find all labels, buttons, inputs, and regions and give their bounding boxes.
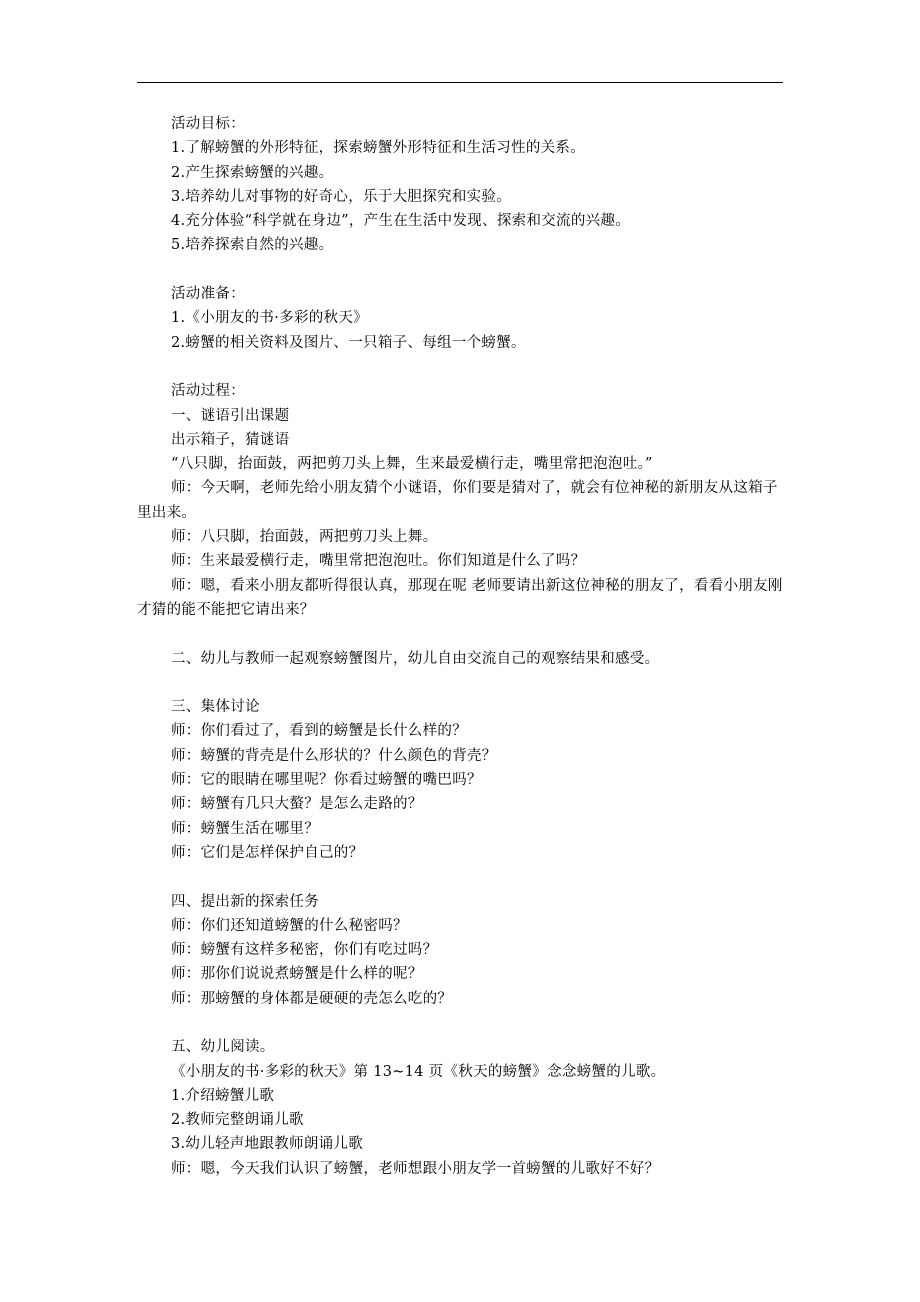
document-body (137, 112, 783, 1181)
teacher-line: 师：你们还知道螃蟹的什么秘密吗？ (171, 917, 408, 934)
section-heading-preparation: 活动准备： (171, 286, 245, 303)
header-rule (137, 82, 783, 83)
goal-item: 3.培养幼儿对事物的好奇心，乐于大胆探究和实验。 (171, 188, 512, 205)
process-line: 出示箱子，猜谜语 (171, 431, 290, 448)
teacher-line: 师：螃蟹有几只大螯？是怎么走路的？ (171, 796, 423, 813)
paragraph-gap (137, 865, 783, 889)
reading-item: 2.教师完整朗诵儿歌 (171, 1112, 304, 1129)
reading-item: 3.幼儿轻声地跟教师朗诵儿歌 (171, 1136, 364, 1153)
paragraph-gap (137, 355, 783, 379)
section-heading-discussion: 三、集体讨论 (171, 699, 260, 716)
teacher-line: 师：今天啊，老师先给小朋友猜个小谜语，你们要是猜对了，就会有位神秘的新朋友从这箱子里出来。 (137, 480, 778, 521)
teacher-line: 师：生来最爱横行走，嘴里常把泡泡吐。你们知道是什么了吗？ (171, 553, 586, 570)
reading-line: 《小朋友的书·多彩的秋天》第 13~14 页《秋天的螃蟹》念念螃蟹的儿歌。 (171, 1063, 666, 1080)
teacher-line: 师：它们是怎样保护自己的？ (171, 844, 364, 861)
goal-item: 5.培养探索自然的兴趣。 (171, 237, 334, 254)
section-heading-new-task: 四、提出新的探索任务 (171, 893, 319, 910)
teacher-line: 师：螃蟹生活在哪里？ (171, 820, 319, 837)
goal-item: 2.产生探索螃蟹的兴趣。 (171, 164, 334, 181)
goal-item: 4.充分体验“科学就在身边”，产生在生活中发现、探索和交流的兴趣。 (171, 213, 631, 230)
section-heading-reading: 五、幼儿阅读。 (171, 1039, 275, 1056)
section-heading-process: 活动过程： (171, 383, 245, 400)
teacher-line: 师：螃蟹有这样多秘密，你们有吃过吗？ (171, 942, 438, 959)
teacher-line: 师：你们看过了，看到的螃蟹是长什么样的？ (171, 723, 467, 740)
teacher-line: 师：嗯，今天我们认识了螃蟹，老师想跟小朋友学一首螃蟹的儿歌好不好？ (171, 1160, 660, 1177)
paragraph-gap (137, 671, 783, 695)
section-heading-goals: 活动目标： (171, 116, 245, 132)
preparation-item: 1.《小朋友的书·多彩的秋天》 (171, 310, 368, 327)
teacher-line: 师：那你们说说煮螃蟹是什么样的呢？ (171, 966, 423, 983)
paragraph-gap (137, 622, 783, 646)
reading-item: 1.介绍螃蟹儿歌 (171, 1087, 275, 1104)
teacher-line: 师：它的眼睛在哪里呢？你看过螃蟹的嘴巴吗？ (171, 772, 482, 789)
paragraph-gap (137, 1011, 783, 1035)
preparation-item: 2.螃蟹的相关资料及图片、一只箱子、每组一个螃蟹。 (171, 334, 526, 351)
teacher-line: 师：八只脚，抬面鼓，两把剪刀头上舞。 (171, 529, 438, 546)
paragraph-gap (137, 258, 783, 282)
teacher-line: 师：那螃蟹的身体都是硬硬的壳怎么吃的？ (171, 990, 453, 1007)
teacher-line: 师：嗯，看来小朋友都听得很认真，那现在呢 老师要请出新这位神秘的朋友了，看看小朋友刚才猜的能不能把它请出来？ (137, 577, 783, 618)
riddle-line: “八只脚，抬面鼓，两把剪刀头上舞，生来最爱横行走，嘴里常把泡泡吐。” (171, 456, 653, 473)
teacher-line: 师：螃蟹的背壳是什么形状的？什么颜色的背壳？ (171, 747, 497, 764)
section-heading-observe: 二、幼儿与教师一起观察螃蟹图片，幼儿自由交流自己的观察结果和感受。 (171, 650, 660, 667)
goal-item: 1.了解螃蟹的外形特征，探索螃蟹外形特征和生活习性的关系。 (171, 140, 586, 157)
process-line: 一、谜语引出课题 (171, 407, 290, 424)
